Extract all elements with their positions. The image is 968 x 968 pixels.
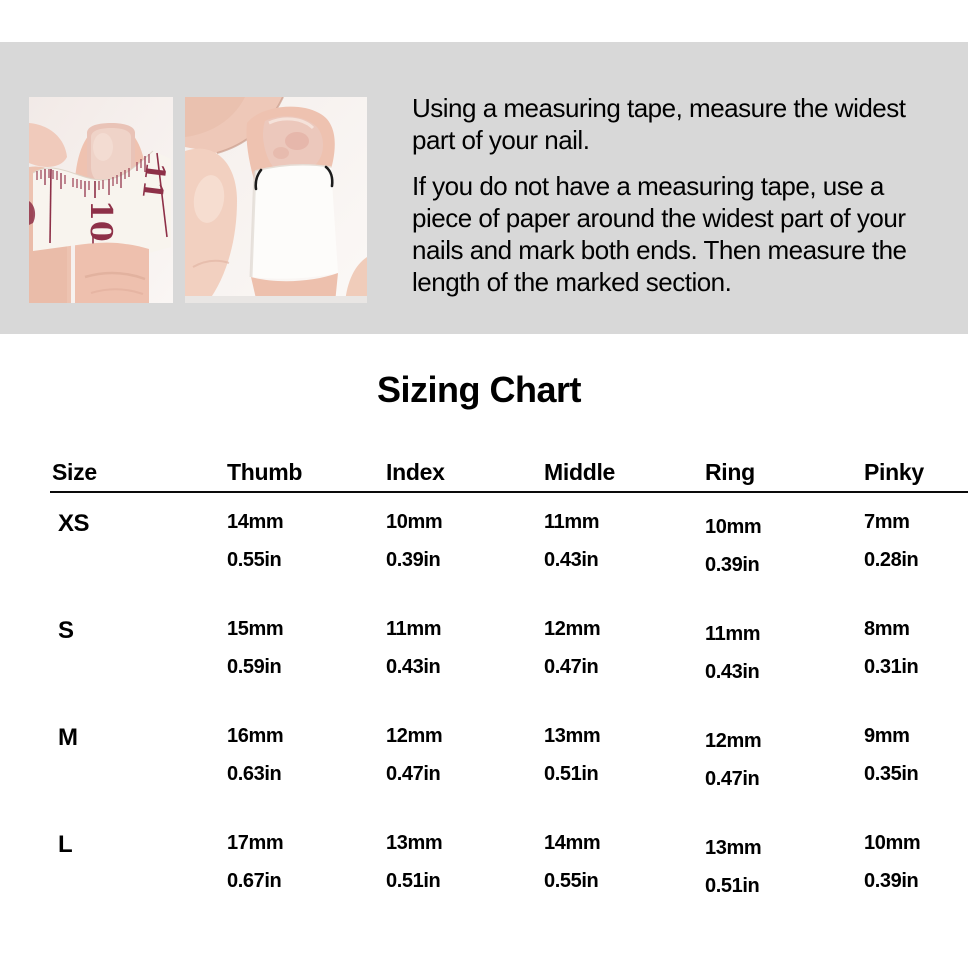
instruction-line: length of the marked section. [412,267,732,297]
instruction-line: part of your nail. [412,125,590,155]
mm-value: 7mm [864,511,910,533]
column-header-ring: Ring [705,459,755,485]
size-label: XS [58,510,90,537]
paper-strip-photo [185,97,367,303]
cell-pinky [864,833,968,891]
tape-number-11: 11 [135,160,171,202]
paper-strip [251,165,338,279]
cell-index [386,512,544,570]
finger-below-tape [75,243,149,303]
mm-value: 12mm [705,730,762,752]
size-label: S [58,617,74,644]
cell-index [386,833,544,891]
mm-value: 13mm [705,837,762,859]
cell-ring [705,838,864,896]
mm-value: 12mm [386,725,443,747]
in-value: 0.47in [386,763,441,785]
column-header-size: Size [52,459,97,485]
column-header-thumb: Thumb [227,459,303,485]
in-value: 0.43in [386,656,441,678]
instruction-line: piece of paper around the widest part of your [412,203,906,233]
cell-middle [544,512,705,570]
cell-middle [544,619,705,677]
size-label: L [58,831,73,858]
instruction-paragraph-2 [412,170,957,298]
in-value: 0.47in [544,656,599,678]
mm-value: 10mm [386,511,443,533]
in-value: 0.55in [227,549,282,571]
instruction-paragraph-1 [412,92,957,156]
cell-pinky [864,726,968,784]
cell-index [386,726,544,784]
measurement-photos [29,97,367,303]
instruction-line: nails and mark both ends. Then measure the [412,235,907,265]
instruction-line: If you do not have a measuring tape, use a [412,171,884,201]
mm-value: 13mm [386,832,443,854]
mm-value: 13mm [544,725,601,747]
mm-value: 11mm [544,511,600,533]
cell-thumb [227,833,386,891]
cell-ring [705,731,864,789]
cell-thumb [227,726,386,784]
cell-pinky [864,619,968,677]
mm-value: 15mm [227,618,284,640]
in-value: 0.59in [227,656,282,678]
in-value: 0.43in [705,661,760,683]
mm-value: 12mm [544,618,601,640]
table-header-row [52,460,968,484]
table-row-l [52,831,968,897]
column-header-index: Index [386,459,445,485]
in-value: 0.39in [386,549,441,571]
instruction-line: Using a measuring tape, measure the widest [412,93,906,123]
cell-thumb [227,512,386,570]
column-header-middle: Middle [544,459,616,485]
in-value: 0.51in [386,870,441,892]
mm-value: 16mm [227,725,284,747]
in-value: 0.28in [864,549,919,571]
mm-value: 11mm [386,618,442,640]
cell-pinky [864,512,968,570]
column-header-pinky: Pinky [864,459,924,485]
in-value: 0.63in [227,763,282,785]
tape-number-10: 10 [83,200,118,242]
in-value: 0.35in [864,763,919,785]
measuring-tape-photo [29,97,173,303]
mm-value: 9mm [864,725,910,747]
in-value: 0.39in [705,554,760,576]
mm-value: 8mm [864,618,910,640]
cell-index [386,619,544,677]
in-value: 0.39in [864,870,919,892]
instructions-text [412,92,957,298]
instructions-panel [0,42,968,334]
cell-thumb [227,619,386,677]
in-value: 0.47in [705,768,760,790]
in-value: 0.55in [544,870,599,892]
mm-value: 14mm [544,832,601,854]
mm-value: 10mm [705,516,762,538]
size-label: M [58,724,78,751]
header-divider [50,491,968,493]
cell-middle [544,726,705,784]
table-row-s [52,617,968,683]
mm-value: 11mm [705,623,761,645]
cell-middle [544,833,705,891]
in-value: 0.43in [544,549,599,571]
in-value: 0.31in [864,656,919,678]
in-value: 0.51in [705,875,760,897]
in-value: 0.51in [544,763,599,785]
table-row-xs [52,510,968,576]
photo-bottom-strip [185,296,367,303]
table-row-m [52,724,968,790]
cell-ring [705,517,864,575]
cell-ring [705,624,864,682]
mm-value: 17mm [227,832,284,854]
mm-value: 14mm [227,511,284,533]
in-value: 0.67in [227,870,282,892]
mm-value: 10mm [864,832,921,854]
sizing-chart-title: Sizing Chart [376,369,581,410]
